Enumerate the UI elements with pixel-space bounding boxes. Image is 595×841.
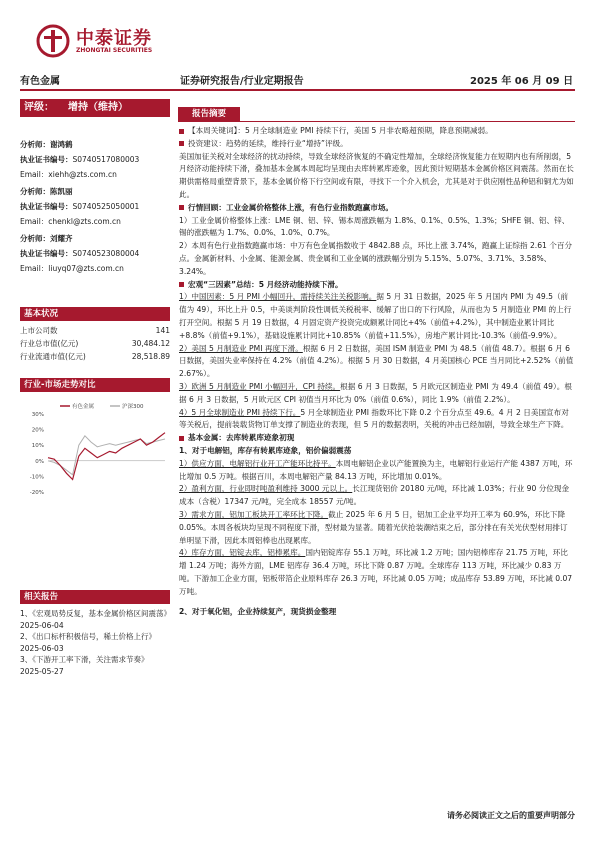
related-title: 相关报告 [20,590,170,604]
basic-key: 行业总市值(亿元) [20,339,79,348]
rating-value: 增持（维持） [68,102,128,113]
footer-disclaimer: 请务必阅读正文之后的重要声明部分 [447,811,575,820]
bullet-icon [179,436,184,441]
summary-body [179,125,575,619]
industry-name: 有色金属 [20,76,60,87]
basic-key: 上市公司数 [20,326,58,335]
analyst-block-3 [20,231,170,276]
summary-tag: 报告摘要 [178,107,240,121]
y-tick-label: 20% [31,427,44,434]
al-demand: 3）需求方面，铝加工板块开工率环比下降。截止 2025 年 6 月 5 日，铝加工企业平均开工率为 60.9%，环比下降 0.05%。本周各板块均呈现不同程度下滑，型材最为显著。随着光伏抢装潮结束之后，部分排在有关光伏型材用排订单明显下滑，因此本周铝棒也出现累库。 [179,509,568,545]
basic-info-title: 基本状况 [20,307,170,321]
analyst-block-2 [20,184,170,229]
cert-label: 执业证书编号： [20,155,73,164]
macro-head: 宏观“三因素”总结：5 月经济动能持续下滑。 [179,279,575,292]
cert-number: S0740525050001 [72,202,140,211]
analyst-name: 谢鸿鹤 [50,140,73,149]
bullet-icon [179,282,184,287]
aluminum-head: 1、对于电解铝，库存有转累库迹象，铝价偏弱震荡 [179,445,352,455]
cert-number: S0740517080003 [72,155,140,164]
macro-global: 4）5 月全球制造业 PMI 持续下行。5 月全球制造业 PMI 指数环比下降 0.2 个百分点至 49.6。4 月 2 日美国宣布对等关税后，提前装载货物订单支撑了制造业的表现，但 5 月的数据表明，关税的冲击已经加剧，导致全球生产下降。 [179,407,569,430]
advice-para: 投资建议：趋势的延续，维持行业“增持”评级。 [179,138,575,151]
related-item[interactable]: 3、《下游开工率下滑，关注需求节奏》2025-05-27 [20,655,149,676]
cert-label: 执业证书编号： [20,249,73,258]
y-tick-label: -20% [29,490,44,496]
y-tick-label: -10% [29,474,44,481]
basic-row [20,325,170,337]
basic-value: 141 [155,326,170,335]
analyst-email[interactable]: Email：xiehh@zts.com.cn [20,170,117,179]
analyst-block-1 [20,137,170,182]
basic-row [20,351,170,363]
logo-en: ZHONGTAI SECURITIES [76,47,153,54]
basic-key: 行业流通市值(亿元) [20,352,86,361]
y-tick-label: 30% [31,412,44,418]
analyst-name: 刘耀齐 [50,234,73,243]
analyst-name: 陈凯丽 [50,187,73,196]
basic-row [20,338,170,350]
analyst-email[interactable]: Email：liuyq07@zts.com.cn [20,264,124,273]
legend-label: 沪深300 [122,404,144,410]
series-line [48,436,165,475]
alumina-head: 2、对于氧化铝，企业持续复产，现货损金整理 [179,607,337,617]
report-type: 证券研究报告/行业定期报告 [180,76,304,87]
trend-chart-svg [20,400,170,500]
company-logo [36,22,166,62]
legend-label: 有色金属 [72,404,95,410]
basic-value: 28,518.89 [131,352,170,361]
al-profit: 2）盈利方面，行业即时吨盈利维持 3000 元以上。长江现货铝价 20180 元/吨，环比减 1.03%；行业 90 分位现金成本（含税）17347 元/吨，完全成本 18557 元/吨。 [179,484,570,507]
market-review-2: 2）本周有色行业指数跑赢市场：中万有色金属指数收于 4842.88 点，环比上涨 3.74%，跑赢上证综指 2.61 个百分点。金属新材料、小金属、能源金属、贵金属和工业金属的涨跌幅分别为 5.15%、5.07%、3.71%、3.58%、3.24%。 [179,241,573,276]
summary-divider [178,121,575,122]
trend-chart [20,400,170,500]
y-tick-label: 10% [31,443,44,450]
al-supply: 1）供应方面，电解铝行业开工产能环比持平。本周电解铝企业以产能置换为主，电解铝行业运行产能 4387 万吨，环比增加 0.5 万吨。根据百川，本周电解铝产量 84.13 万吨，环比增加 0.01%。 [179,458,573,481]
market-review-1: 1）工业金属价格整体上涨：LME 铜、铝、锌、锡本周涨跌幅为 1.8%、0.1%、0.5%、1.3%；SHFE 铜、铝、锌、锡的涨跌幅为 1.7%、0.0%、1.0%、0.7%。 [179,215,570,238]
logo-cn: 中泰证券 [76,28,152,49]
related-item[interactable]: 2、《出口标杆积极信号，稀土价格上行》2025-06-03 [20,632,157,653]
basic-value: 30,484.12 [131,339,170,348]
analyst-role: 分析师： [20,234,50,243]
metals-head: 基本金属：去库转累库迹象初现 [179,432,575,445]
series-line [48,433,165,480]
related-list [20,608,170,677]
bullet-icon [179,129,184,134]
report-date: 2025 年 06 月 09 日 [470,76,574,87]
market-review-head: 行情回顾：工业金属价格整体上涨，有色行业指数跑赢市场。 [179,202,575,215]
macro-us: 2）美国 5 月制造业 PMI 再度下滑。根据 6 月 2 日数据，美国 ISM 制造业 PMI 为 48.5（前值 48.7）。根据 6 月 6 日数据，美国失业率保持在 4.2%（前值 4.2%）。根据 5 月 30 日数据，4 月美国核心 PCE 当月同比+2.52%（前值 2.67%）。 [179,343,574,379]
y-tick-label: 0% [35,458,44,465]
analyst-role: 分析师： [20,140,50,149]
bullet-icon [179,205,184,210]
analyst-role: 分析师： [20,187,50,196]
bullet-icon [179,141,184,146]
al-inventory: 4）库存方面，铝锭去库，铝棒累库。国内铝锭库存 55.1 万吨，环比减 1.2 万吨；国内铝棒库存 21.75 万吨，环比增 1.24 万吨；海外方面，LME 铝库存 36.4 万吨，环比下降 0.87 万吨。全球库存 113 万吨，环比减少 0.83 万吨。下游加工企业方面，铝板带箔企业原料库存 26.3 万吨，环比减 0.05 万吨；成品库存 53.89 万吨，环比减 0.07 万吨。 [179,548,573,596]
rating-bar [20,99,170,117]
rating-label: 评级： [24,102,54,113]
keywords-para: 【本周关键词】：5 月全球制造业 PMI 持续下行，美国 5 月非农略超预期，降息预期减弱。 [179,125,575,138]
analyst-email[interactable]: Email：chenkl@zts.com.cn [20,217,121,226]
macro-china: 1）中国因素：5 月 PMI 小幅回升，需持续关注关税影响。据 5 月 31 日数据，2025 年 5 月国内 PMI 为 49.5（前值为 49），环比上升 0.5，中美谈判阶段性调低关税税率、缓解了出口的下行风险，从而也为 5 月制造业 PMI 的上行打开空间。根据 5 月 19 日数据，4 月固定资产投资完成额累计同比+4%（前值+4.2%），其中制造业累计同比+8.8%（前值+9.1%），基础设施累计同比+10.85%（前值+11.5%），房地产累计同比-10.3%（前值-9.9%）。 [179,292,572,340]
cert-label: 执业证书编号： [20,202,73,211]
cert-number: S0740523080004 [72,249,140,258]
header-divider [20,89,575,91]
related-item[interactable]: 1、《宏观局势反复，基本金属价格区间震荡》2025-06-04 [20,609,168,630]
trend-title: 行业-市场走势对比 [20,378,170,392]
advice-body: 美国加征关税对全球经济的扰动持续，导致全球经济恢复的不确定性增加，全球经济恢复能力在短期内也有所削弱，5 月经济动能持续下滑，叠加基本金属本周起均呈现由去库转累库迹象，因此预计短期基本金属价格区间震荡。然而在长期供需格局重塑背景下，基本金属价格下行空间或有限，寻找下一个介入机会，尤其是对于供应刚性品种铝和铜尤为如此。 [179,151,574,199]
logo-mark-icon [36,24,70,58]
macro-eu: 3）欧洲 5 月制造业 PMI 小幅回升，CPI 持续。根据 6 月 3 日数据，5 月欧元区制造业 PMI 为 49.4（前值 49）。根据 6 月 3 日数据，5 月欧元区 CPI 初值当月环比为 0%（前值 0.6%），同比 1.9%（前值 2.2%）。 [179,381,572,404]
